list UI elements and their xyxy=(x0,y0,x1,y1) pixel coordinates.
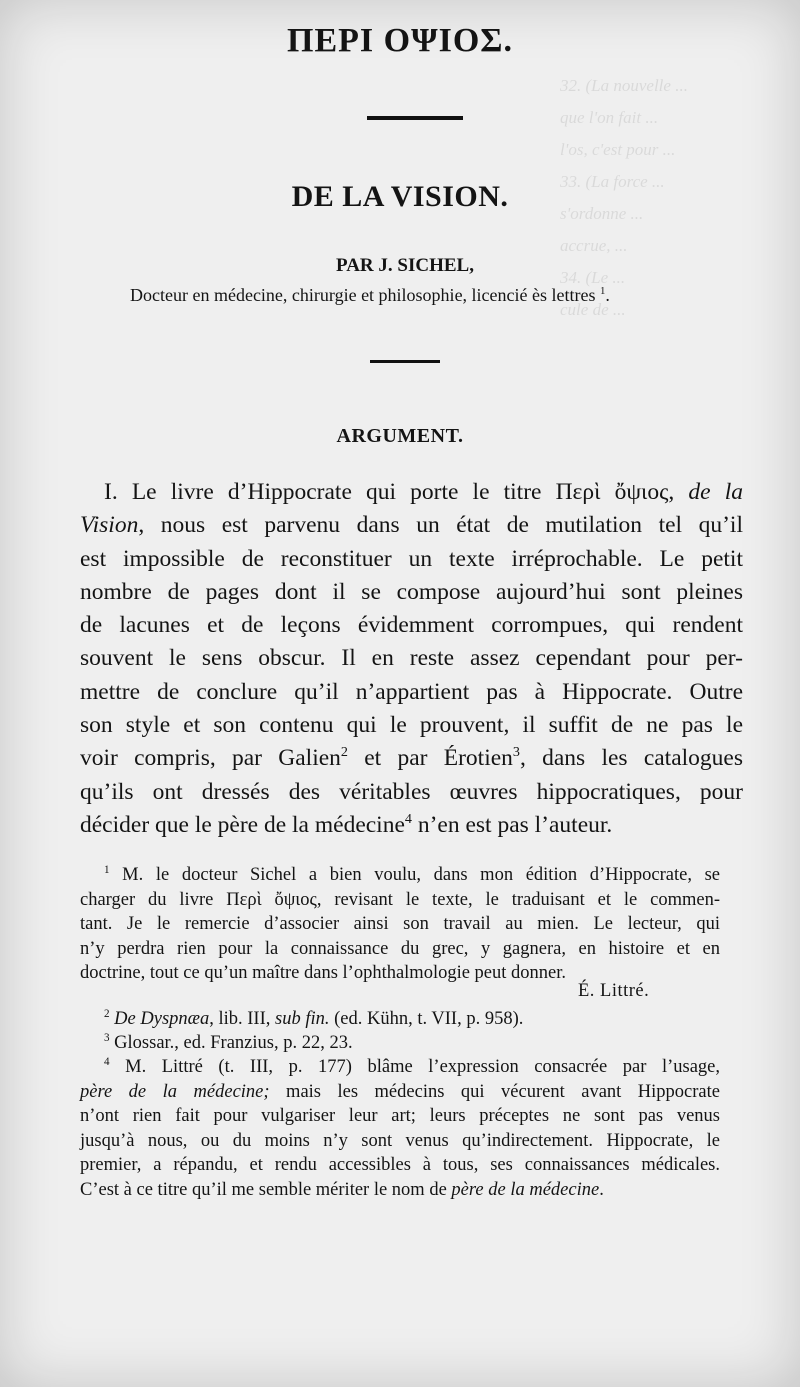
footnote-1 xyxy=(80,863,720,986)
footnote-number: 3 xyxy=(104,1031,110,1044)
text-run: , lib. III, xyxy=(209,1009,275,1029)
footnote-line: n’ont rien fait pour vulgariser leur art; leurs préceptes ne sont pas venus xyxy=(80,1106,720,1126)
footnote-line: charger du livre Περὶ ὄψιος, revisant le texte, le traduisant et le commen- xyxy=(80,889,720,910)
text-run: voir compris, par Galien xyxy=(80,745,341,772)
paragraph-line: nombre de pages dont il se compose aujourd’hui sont pleines xyxy=(80,578,743,605)
footnote-line xyxy=(80,1080,720,1105)
footnote-line xyxy=(80,1031,720,1056)
paragraph-line: de lacunes et de leçons évidemment corrompues, qui rendent xyxy=(80,612,743,639)
footnote-number: 2 xyxy=(104,1007,110,1020)
text-run: , nous est parvenu dans un état de mutilation tel qu’il xyxy=(138,512,743,539)
footnote-number: 4 xyxy=(104,1055,110,1068)
text-run: M. le docteur Sichel a bien voulu, dans mon édition d’Hippocrate, se xyxy=(109,865,720,885)
footnote-line: n’y perdra rien pour la connaissance du grec, y gagnera, en histoire et en xyxy=(80,938,720,959)
text-run: . xyxy=(599,1179,604,1200)
footnote-mark-1: 1 xyxy=(600,285,606,297)
text-run: père de la médecine; xyxy=(80,1081,270,1102)
footnote-line xyxy=(80,1178,720,1203)
text-run: mais les médecins qui vécurent avant Hippocrate xyxy=(269,1081,720,1102)
footnote-line xyxy=(80,1007,720,1032)
footnote-line xyxy=(80,1055,720,1080)
paragraph-line xyxy=(80,509,743,542)
text-run: De Dyspnæa xyxy=(109,1009,210,1029)
author-line: PAR J. SICHEL, xyxy=(336,255,474,276)
text-run: sub fin. xyxy=(275,1009,330,1029)
text-run: et par Érotien xyxy=(347,745,513,772)
text-run: père de la médecine xyxy=(451,1179,600,1200)
text-run: I. Le livre d’Hippocrate qui porte le titre Περὶ ὄψιος, xyxy=(104,479,689,505)
text-run: de la xyxy=(688,479,743,505)
author-credentials xyxy=(130,285,710,306)
text-run: décider que le père de la médecine xyxy=(80,811,405,838)
credentials-text: Docteur en médecine, chirurgie et philosophie, licencié ès lettres xyxy=(130,285,596,305)
footnote-mark-3: 3 xyxy=(512,744,520,761)
footnote-mark-2: 2 xyxy=(340,744,348,761)
section-rule xyxy=(370,360,440,363)
paragraph-line: mettre de conclure qu’il n’appartient pas à Hippocrate. Outre xyxy=(80,678,743,705)
footnote-number: 1 xyxy=(104,863,110,876)
page-title: DE LA VISION. xyxy=(291,180,509,213)
title-rule xyxy=(367,116,463,120)
paragraph-line xyxy=(80,742,743,775)
footnote-line xyxy=(80,863,720,888)
argument-paragraph xyxy=(80,476,743,842)
paragraph-line xyxy=(80,476,743,509)
show-through-text: 32. (La nouvelle ... que l'on fait ... l'os, c'est pour ... 33. (La force ... s'ordonne ... accrue, ... 34. (Le ... cule de ... xyxy=(560,76,688,319)
footnote-signature: É. Littré. xyxy=(578,981,650,1001)
footnote-4 xyxy=(80,1055,720,1202)
text-run: Glossar., ed. Franzius, p. 22, 23. xyxy=(109,1033,353,1053)
paragraph-line xyxy=(80,809,743,842)
text-run: , dans les catalogues xyxy=(519,745,743,772)
text-run: n’en est pas l’auteur. xyxy=(411,811,613,838)
footnote-line: jusqu’à nous, ou du moins n’y sont venus qu’indirectement. Hippocrate, le xyxy=(80,1130,720,1151)
greek-title: ΠΕΡΙ ΟΨΙΟΣ. xyxy=(287,22,513,59)
footnote-2 xyxy=(80,1007,720,1032)
paragraph-line: qu’ils ont dressés des véritables œuvres hippocratiques, pour xyxy=(80,778,743,805)
paragraph-line: souvent le sens obscur. Il en reste assez cependant pour per- xyxy=(80,645,743,672)
paragraph-line: son style et son contenu qui le prouvent, il suffit de ne pas le xyxy=(80,712,743,739)
text-run: C’est à ce titre qu’il me semble mériter le nom de xyxy=(80,1179,452,1200)
credentials-period: . xyxy=(605,285,610,305)
text-run: Vision xyxy=(80,512,139,539)
footnote-line: premier, a répandu, et rendu accessibles à tous, ses connaissances médicales. xyxy=(80,1155,720,1175)
paragraph-line: est impossible de reconstituer un texte irréprochable. Le petit xyxy=(80,545,743,572)
section-heading: ARGUMENT. xyxy=(336,425,464,447)
text-run: (ed. Kühn, t. VII, p. 958). xyxy=(329,1009,524,1029)
footnote-line: tant. Je le remercie d’associer ainsi son travail au mien. Le lecteur, qui xyxy=(80,914,720,934)
footnote-3 xyxy=(80,1031,720,1056)
footnote-mark-4: 4 xyxy=(404,811,412,828)
footnote-line: doctrine, tout ce qu’un maître dans l’ophthalmologie peut donner. xyxy=(80,963,567,983)
text-run: M. Littré (t. III, p. 177) blâme l’expression consacrée par l’usage, xyxy=(109,1057,720,1077)
